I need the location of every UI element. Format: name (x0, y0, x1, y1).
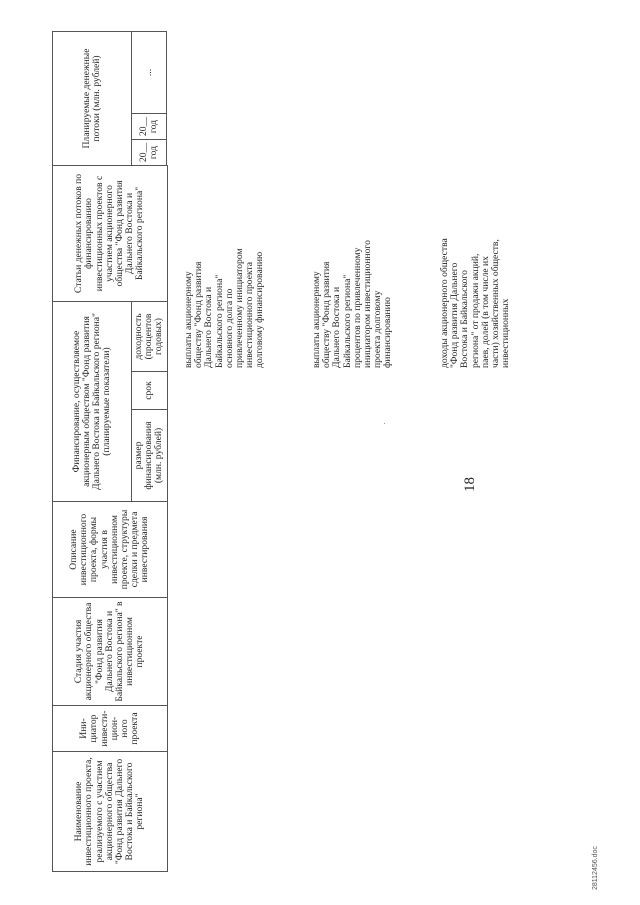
header-cash-flow-items: Статьи денежных потоков по финансированию инвестиционных проектов с участием акционерного общества "Фонд развития Дальнего Востока и Байкальского региона" (53, 166, 168, 302)
header-financing-group: Финансирование, осуществляемое акционерным обществом "Фонд развития Дальнего Востока и Байкальского региона" (планируемые показатели) (53, 302, 132, 502)
header-stage: Стадия участия акционерного общества "Фонд развития Дальнего Востока и Байкальского региона" в инвестиционном проекте (53, 598, 168, 706)
header-ellipsis: ... (132, 31, 167, 113)
cash-flow-row-2: выплаты акционерному обществу "Фонд развития Дальнего Востока и Байкальского региона" процентов по привлеченному инициатором инвестиционного проекта долговому финансированию (311, 240, 394, 368)
header-year-2: 20__ год (132, 114, 167, 140)
header-project-name: Наименование инвестиционного проекта, реализуемого с участием акционерного общества "Фонд развития Дальнего Востока и Байкальского региона" (53, 752, 168, 872)
header-planned-flows: Планируемые денежные потоки (млн. рублей) (53, 31, 132, 165)
page-number: 18 (462, 477, 478, 492)
footer-code: 28112456.doc (592, 846, 599, 890)
investment-table (52, 31, 168, 872)
header-initiator: Ини-циатор инвести-цион-ного проекта (53, 706, 168, 752)
header-year-1: 20__ год (132, 140, 167, 166)
rotated-page (52, 32, 599, 890)
table-body (184, 32, 574, 872)
cash-flow-row-1: выплаты акционерному обществу "Фонд развития Дальнего Востока и Байкальского региона" основного долга по привлеченному инициатором инвестиционного проекта долговому финансированию (183, 248, 266, 368)
header-financing-size: размер финансирования (млн. рублей) (132, 410, 168, 502)
speck-mark (384, 423, 385, 424)
header-financing-term: срок (132, 372, 168, 410)
header-description: Описание инвестиционного проекта, формы участия в инвестиционном проекте, структуры сделки и предмета инвестирования (53, 502, 168, 598)
header-financing-yield: доходность (процентов годовых) (132, 302, 168, 372)
cash-flow-row-3: доходы акционерного общества "Фонд развития Дальнего Востока и Байкальского региона" от продажи акций, паев, долей (в том числе их части) хозяйственных обществ, инвестиционных (439, 238, 512, 368)
